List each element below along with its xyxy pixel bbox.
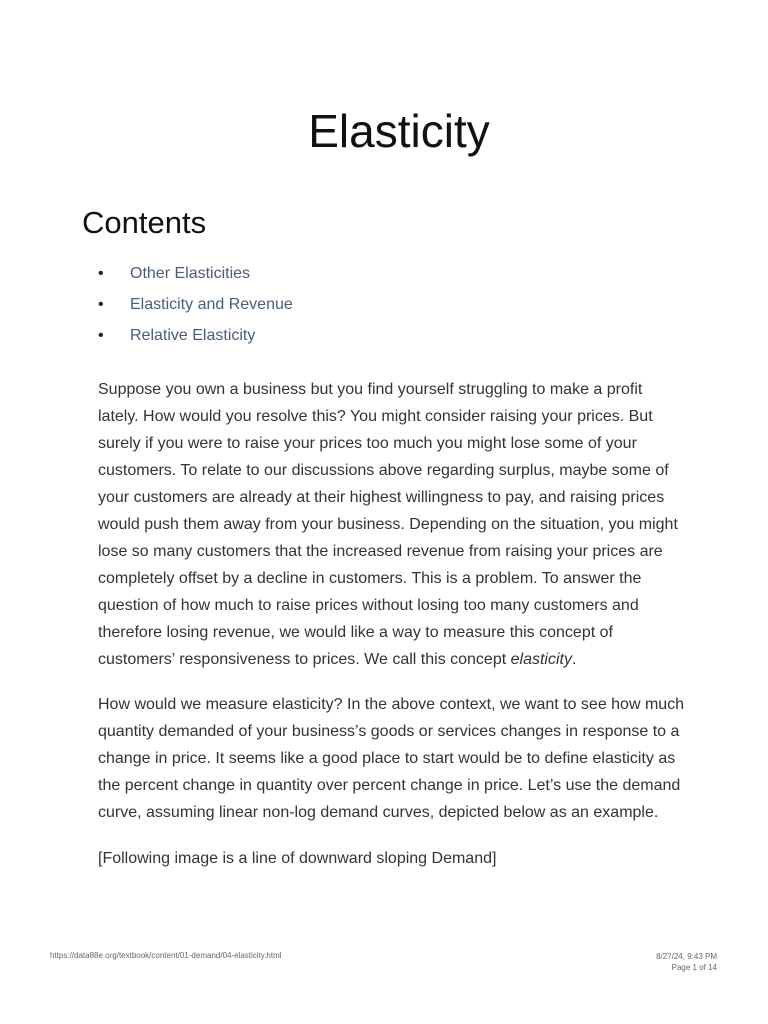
- paragraph-line: lose so many customers that the increased revenue from raising your prices are: [98, 543, 663, 560]
- measure-paragraph: [98, 691, 708, 826]
- emphasized-term: elasticity: [510, 651, 572, 668]
- paragraph-line: surely if you were to raise your prices too much you might lose some of your: [98, 435, 637, 452]
- paragraph-line: [Following image is a line of downward sloping Demand]: [98, 850, 497, 867]
- toc-link-other-elasticities[interactable]: Other Elasticities: [130, 265, 251, 282]
- paragraph-line: customers. To relate to our discussions above regarding surplus, maybe some of: [98, 462, 669, 479]
- footer-page-number: Page 1 of 14: [671, 963, 717, 972]
- paragraph-line: curve, assuming linear non-log demand curves, depicted below as an example.: [98, 804, 659, 821]
- bullet-icon: •: [98, 327, 104, 344]
- image-placeholder-note: [98, 845, 708, 872]
- paragraph-last-line: [98, 646, 708, 673]
- paragraph-line: completely offset by a decline in customers. This is a problem. To answer the: [98, 570, 642, 587]
- paragraph-line: therefore losing revenue, we would like a way to measure this concept of: [98, 624, 613, 641]
- paragraph-line: your customers are already at their highest willingness to pay, and raising prices: [98, 489, 665, 506]
- toc-link-relative-elasticity[interactable]: Relative Elasticity: [130, 327, 256, 344]
- paragraph-text: customers’ responsiveness to prices. We call this concept: [98, 651, 511, 668]
- footer-url: https://data88e.org/textbook/content/01-demand/04-elasticity.html: [50, 951, 282, 960]
- footer-datetime: 8/27/24, 9:43 PM: [656, 952, 717, 961]
- paragraph-line: would push them away from your business. Depending on the situation, you might: [98, 516, 678, 533]
- paragraph-line: Suppose you own a business but you find yourself struggling to make a profit: [98, 381, 643, 398]
- bullet-icon: •: [98, 265, 104, 282]
- paragraph-line: change in price. It seems like a good place to start would be to define elasticity as: [98, 750, 676, 767]
- bullet-icon: •: [98, 296, 104, 313]
- paragraph-line: the percent change in quantity over percent change in price. Let’s use the demand: [98, 777, 681, 794]
- paragraph-line: quantity demanded of your business’s goods or services changes in response to a: [98, 723, 680, 740]
- intro-paragraph: [98, 376, 708, 673]
- paragraph-line: How would we measure elasticity? In the above context, we want to see how much: [98, 696, 685, 713]
- contents-heading: Contents: [82, 205, 207, 240]
- toc-link-elasticity-and-revenue[interactable]: Elasticity and Revenue: [130, 296, 293, 313]
- paragraph-line: question of how much to raise prices without losing too many customers and: [98, 597, 639, 614]
- paragraph-line: lately. How would you resolve this? You might consider raising your prices. But: [98, 408, 653, 425]
- footer-meta: [656, 951, 717, 973]
- paragraph-text: .: [571, 651, 577, 668]
- page-title: Elasticity: [308, 105, 490, 157]
